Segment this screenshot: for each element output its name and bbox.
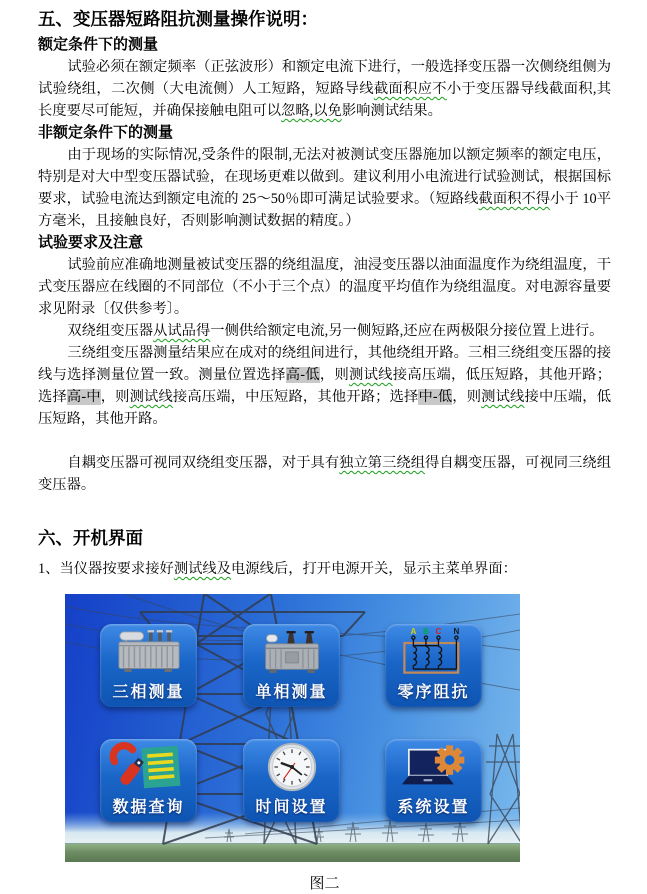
proofing-marked-text: 测试线: [129, 389, 173, 405]
text-run: ，则: [319, 367, 350, 383]
text-run: 影响测试结果。: [341, 103, 442, 119]
section-heading: 非额定条件下的测量: [38, 124, 174, 141]
section-heading: 六、开机界面: [38, 528, 143, 548]
menu-button-time-setting[interactable]: [243, 739, 340, 822]
clock-icon: [243, 739, 340, 794]
proofing-marked-text: 独立第三绕组: [339, 455, 426, 471]
menu-button-label: 时间设置: [255, 799, 328, 816]
main-menu-screenshot: [65, 594, 520, 862]
menu-button-data-query[interactable]: [100, 739, 197, 822]
text-run: 三绕组变压器测量结果应在成对的绕组间进行，其他绕组开路。三相三绕组变压器的接线与选择测量位置一致。测量位置选择: [38, 345, 611, 383]
single-phase-transformer-icon: [243, 624, 340, 679]
menu-button-label: 零序阻抗: [397, 684, 470, 701]
menu-button-label: 三相测量: [112, 684, 185, 701]
menu-button-label: 系统设置: [397, 799, 470, 816]
proofing-marked-text: 测试线: [481, 389, 525, 405]
text-run: 电源线后，打开电源开关，显示主菜单界面：: [231, 561, 517, 577]
proofing-marked-text: 截面积应不: [373, 81, 447, 97]
terminal-n-label: N: [453, 626, 459, 636]
paragraph: [38, 452, 611, 496]
highlighted-text: 高-低: [285, 367, 320, 383]
proofing-marked-text: 测试线及: [173, 561, 232, 577]
text-run: 试验前应准确地测量被试变压器的绕组温度，油浸变压器以油面温度作为绕组温度，干式变压器应在线圈的不同部位（不小于三个点）的温度平均值作为绕组温度。对电源容量要求见附录〔仅供参考〕。: [38, 257, 611, 317]
text-run: 接中压端，低压短路，其他开路。: [38, 389, 612, 427]
highlighted-text: 中-低: [418, 389, 453, 405]
menu-button-label: 单相测量: [255, 684, 328, 701]
terminal-a-label: A: [409, 626, 416, 636]
text-run: 自耦变压器可视同双绕组变压器，对于具有: [67, 455, 340, 471]
paragraph: [38, 144, 611, 232]
text-run: 接高压端，低压短路，其他开路；选择: [38, 367, 612, 405]
three-phase-transformer-icon: [100, 624, 197, 679]
menu-button-system-setting[interactable]: [385, 739, 482, 822]
section-heading: 试验要求及注意: [38, 234, 144, 251]
paragraph: [38, 342, 611, 430]
text-run: 双绕组变压器: [67, 323, 154, 339]
proofing-marked-text: 忽略,以免: [281, 103, 342, 119]
menu-button-label: 数据查询: [112, 799, 185, 816]
document-body: [38, 34, 611, 580]
text-run: 得自耦变压器，可视同三绕组变压器。: [38, 455, 612, 493]
proofing-marked-text: 从试品得: [153, 323, 211, 339]
zero-sequence-circuit-icon: [385, 624, 482, 679]
menu-button-three-phase-measure[interactable]: [100, 624, 197, 707]
text-run: 接高压端，中压短路，其他开路；选择: [172, 389, 419, 405]
paragraph: [38, 56, 611, 122]
terminal-c-label: C: [435, 626, 441, 636]
proofing-marked-text: 截面积不得: [478, 191, 551, 207]
paragraph: [38, 320, 611, 342]
text-run: 小于 10平方毫米，且接触良好，否则影响测试数据的精度。）: [38, 191, 612, 229]
paragraph: [38, 254, 611, 320]
text-run: 小于变压器导线截面积,其长度要尽可能短，并确保接触电阻可以: [38, 81, 612, 119]
text-run: ，则: [452, 389, 482, 405]
text-run: 一侧供给额定电流,另一侧短路,还应在两极限分接位置上进行。: [210, 323, 604, 339]
text-run: 由于现场的实际情况,受条件的限制,无法对被测试变压器施加以额定频率的额定电压，特别是对大中型变压器试验，在现场更难以做到。建议利用小电流进行试验测试，根据国标要求，试验电流达到额定电流的 25～50％即可满足试验要求。（短路线: [38, 147, 611, 207]
section-heading: 额定条件下的测量: [38, 36, 159, 53]
terminal-b-label: B: [422, 626, 429, 636]
paragraph: [38, 558, 611, 580]
usb-data-icon: [100, 739, 197, 794]
proofing-marked-text: 测试线: [349, 367, 393, 383]
menu-button-zero-sequence-impedance[interactable]: [385, 624, 482, 707]
text-run: 试验必须在额定频率（正弦波形）和额定电流下进行，一般选择变压器一次侧绕组侧为试验绕组，二次侧（大电流侧）人工短路，短路导线: [38, 59, 611, 97]
highlighted-text: 高-中: [66, 389, 101, 405]
figure-caption: 图二: [309, 876, 340, 892]
text-run: 1、当仪器按要求接好: [38, 561, 174, 577]
document-title: 五、变压器短路阻抗测量操作说明：: [38, 9, 318, 29]
menu-button-single-phase-measure[interactable]: [243, 624, 340, 707]
text-run: ，则: [100, 389, 130, 405]
laptop-gear-icon: [385, 739, 482, 794]
